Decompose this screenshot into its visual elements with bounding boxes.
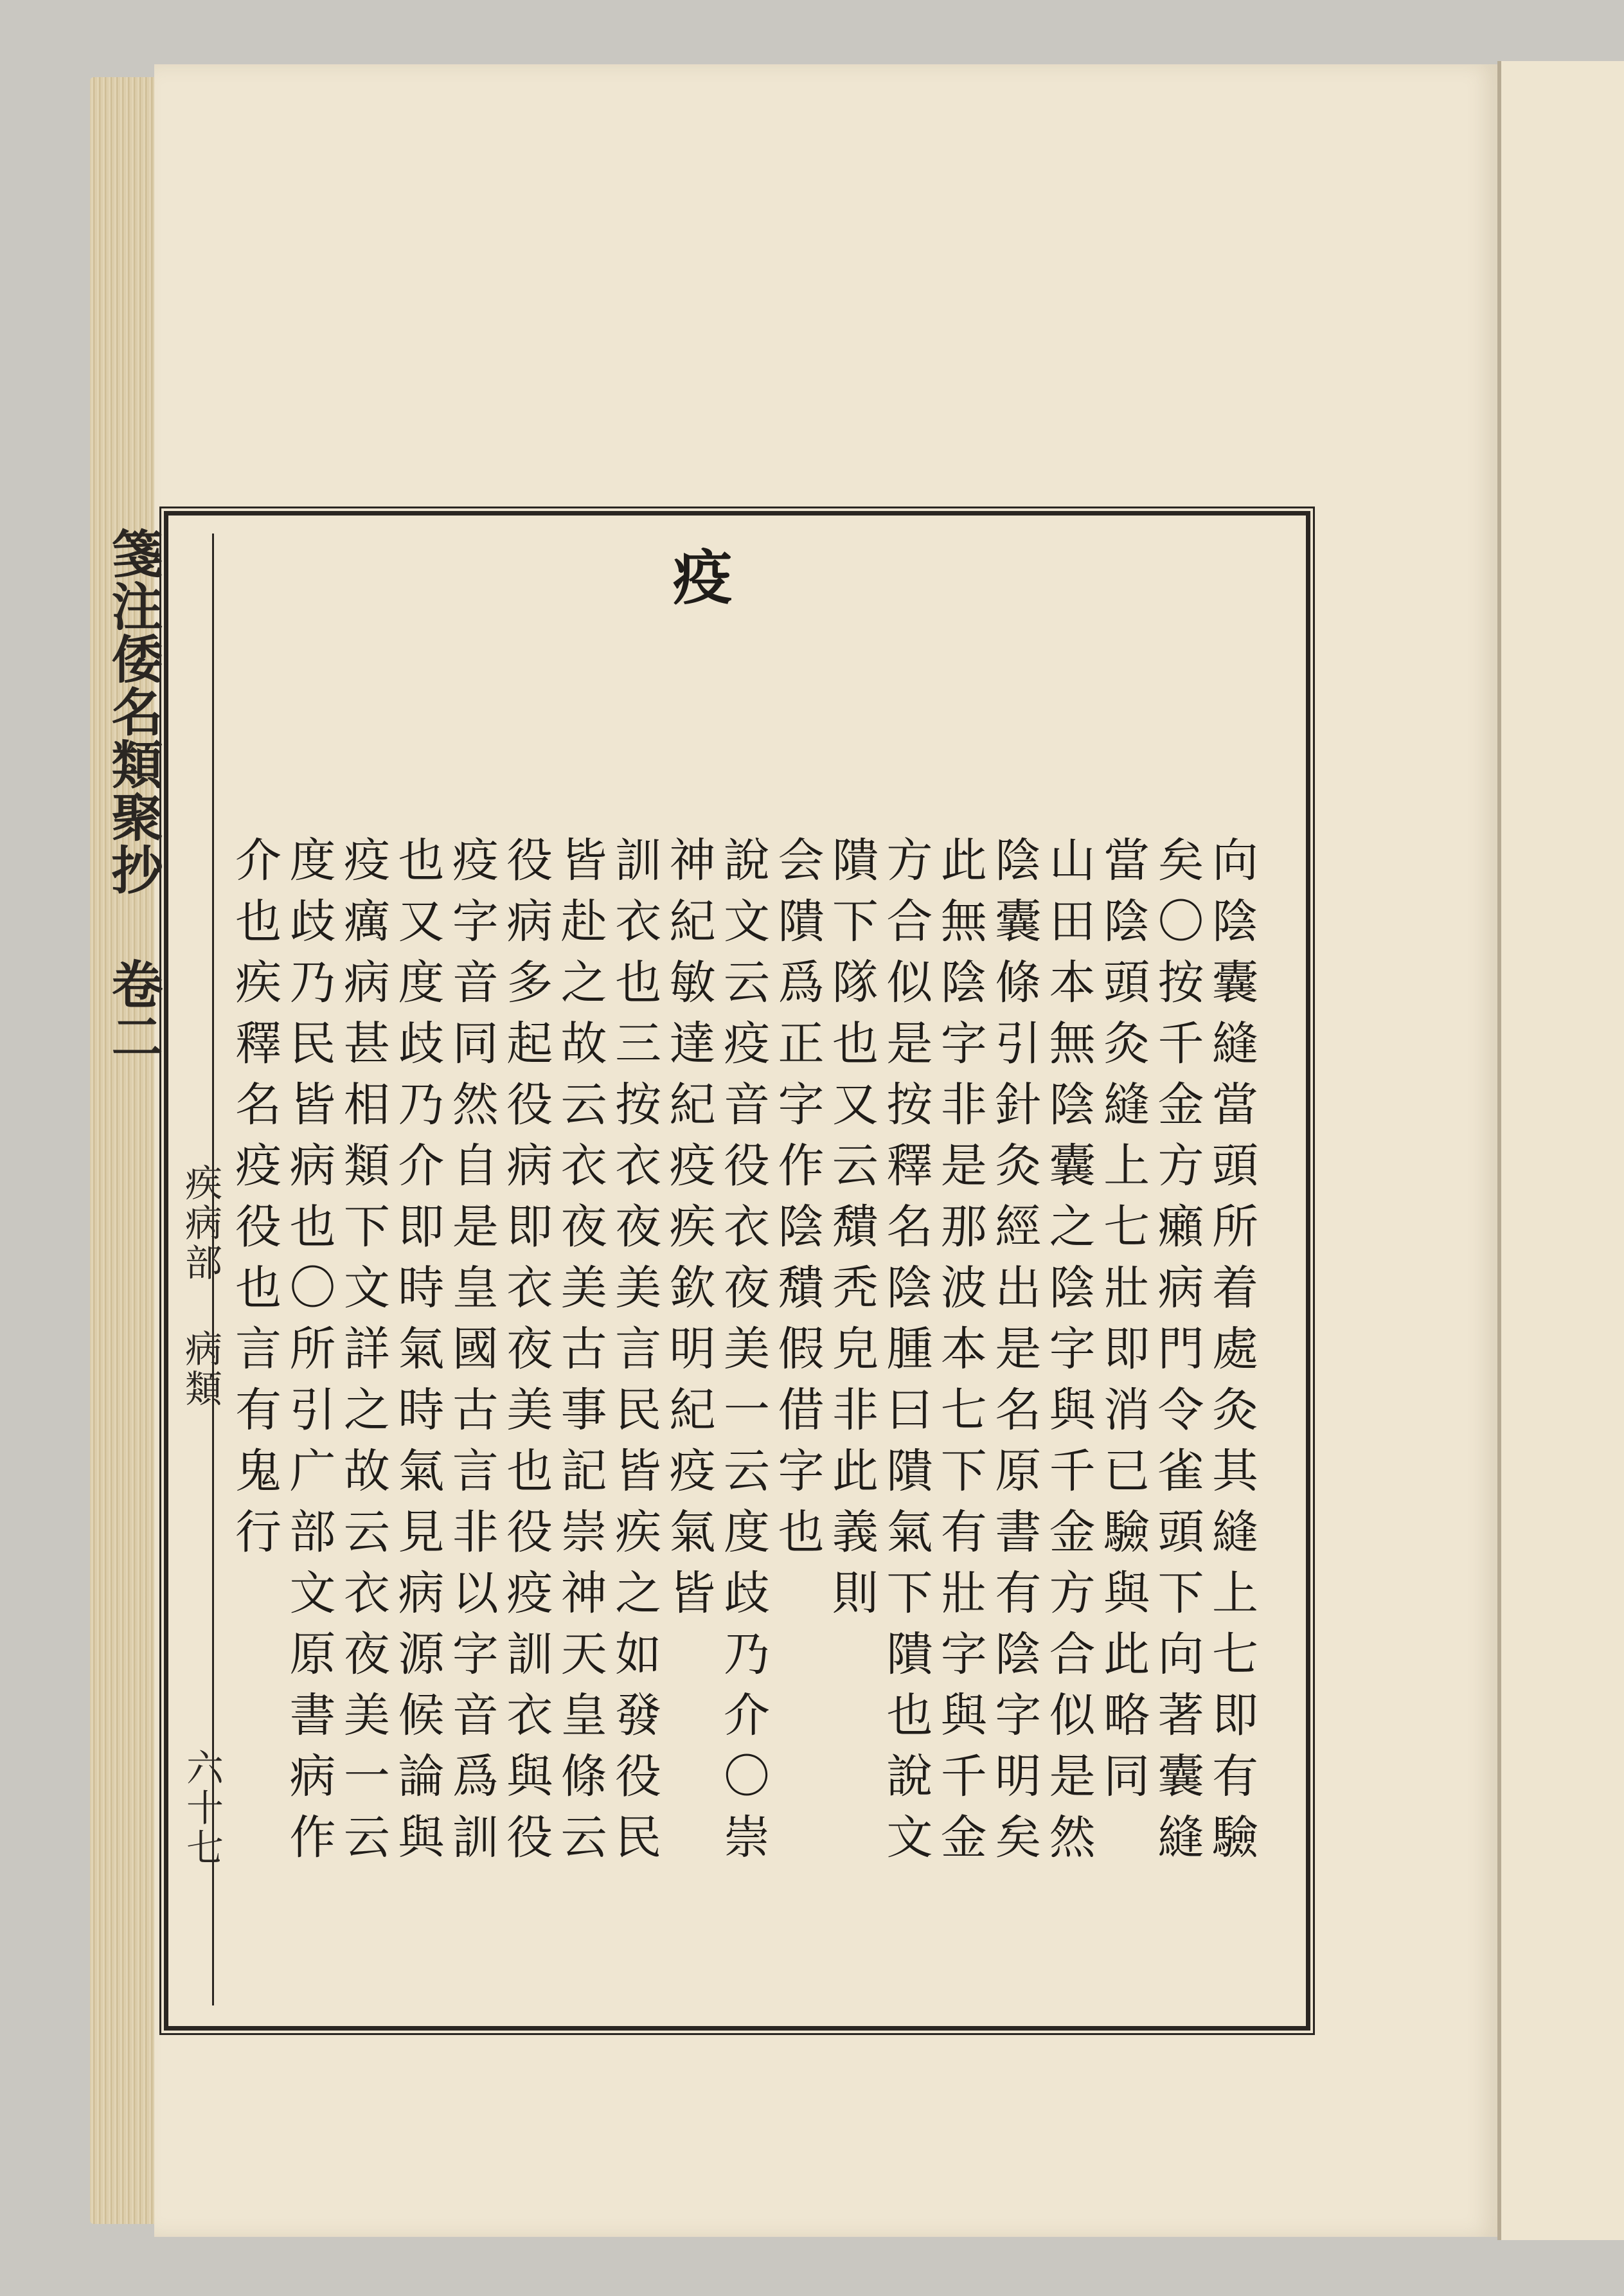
text-column: 當陰頭灸縫上七壯即消已驗與此略同 [1096, 836, 1150, 1813]
text-column: 役病多起役病即衣夜美也役疫訓衣與役 [499, 836, 553, 1874]
text-column: 会隤爲正字作陰穨假借字也 [770, 836, 825, 1568]
margin-book-title [96, 527, 170, 1063]
text-column: 方合似是按釋名陰腫曰隤氣下隤也說文 [879, 836, 933, 1874]
text-column: 度歧乃民皆病也〇所引广部文原書病作 [281, 836, 336, 1874]
text-column: 也又度歧乃介即時氣時氣見病源候論與 [390, 836, 445, 1874]
facing-page [1497, 61, 1624, 2240]
text-column: 皆赴之故云衣夜美古事記崇神天皇條云 [553, 836, 607, 1874]
text-column: 疫字音同然自是皇國古言非以字音爲訓 [444, 836, 499, 1874]
text-column: 疫癘病甚相類下文詳之故云衣夜美一云 [335, 836, 390, 1874]
text-column: 矣〇按千金方癩病門令雀頭下向著囊縫 [1150, 836, 1204, 1874]
text-column: 說文云疫音役衣夜美一云度歧乃介〇崇 [716, 836, 770, 1874]
book-title: 箋注倭名類聚抄 [103, 527, 163, 896]
text-column: 訓衣也三按衣夜美言民皆疾之如發役民 [607, 836, 662, 1874]
text-column: 向陰囊縫當頭所着處灸其縫上七即有驗 [1204, 836, 1258, 1874]
margin-divider [166, 1729, 168, 1744]
text-column: 隤下隊也又云穨秃皃非此義則 [824, 836, 879, 1629]
text-column: 介也疾釋名疫役也言有鬼行 [228, 836, 281, 1568]
volume-label: 卷二 [103, 958, 163, 1063]
text-column: 此無陰字非是那波本七下有壯字與千金 [932, 836, 987, 1874]
margin-section-label: 疾病部 病類 [179, 1163, 222, 1409]
margin-divider [166, 919, 168, 945]
page-number: 六十七 [180, 1748, 224, 1868]
text-column: 山田本無陰囊之陰字與千金方合似是然 [1041, 836, 1096, 1874]
text-column: 神紀敏達紀疫疾欽明紀疫氣皆 [661, 836, 716, 1629]
text-column: 陰囊條引針灸經出是名原書有陰字明矣 [987, 836, 1042, 1874]
entry-heading: 疫 [663, 546, 733, 605]
